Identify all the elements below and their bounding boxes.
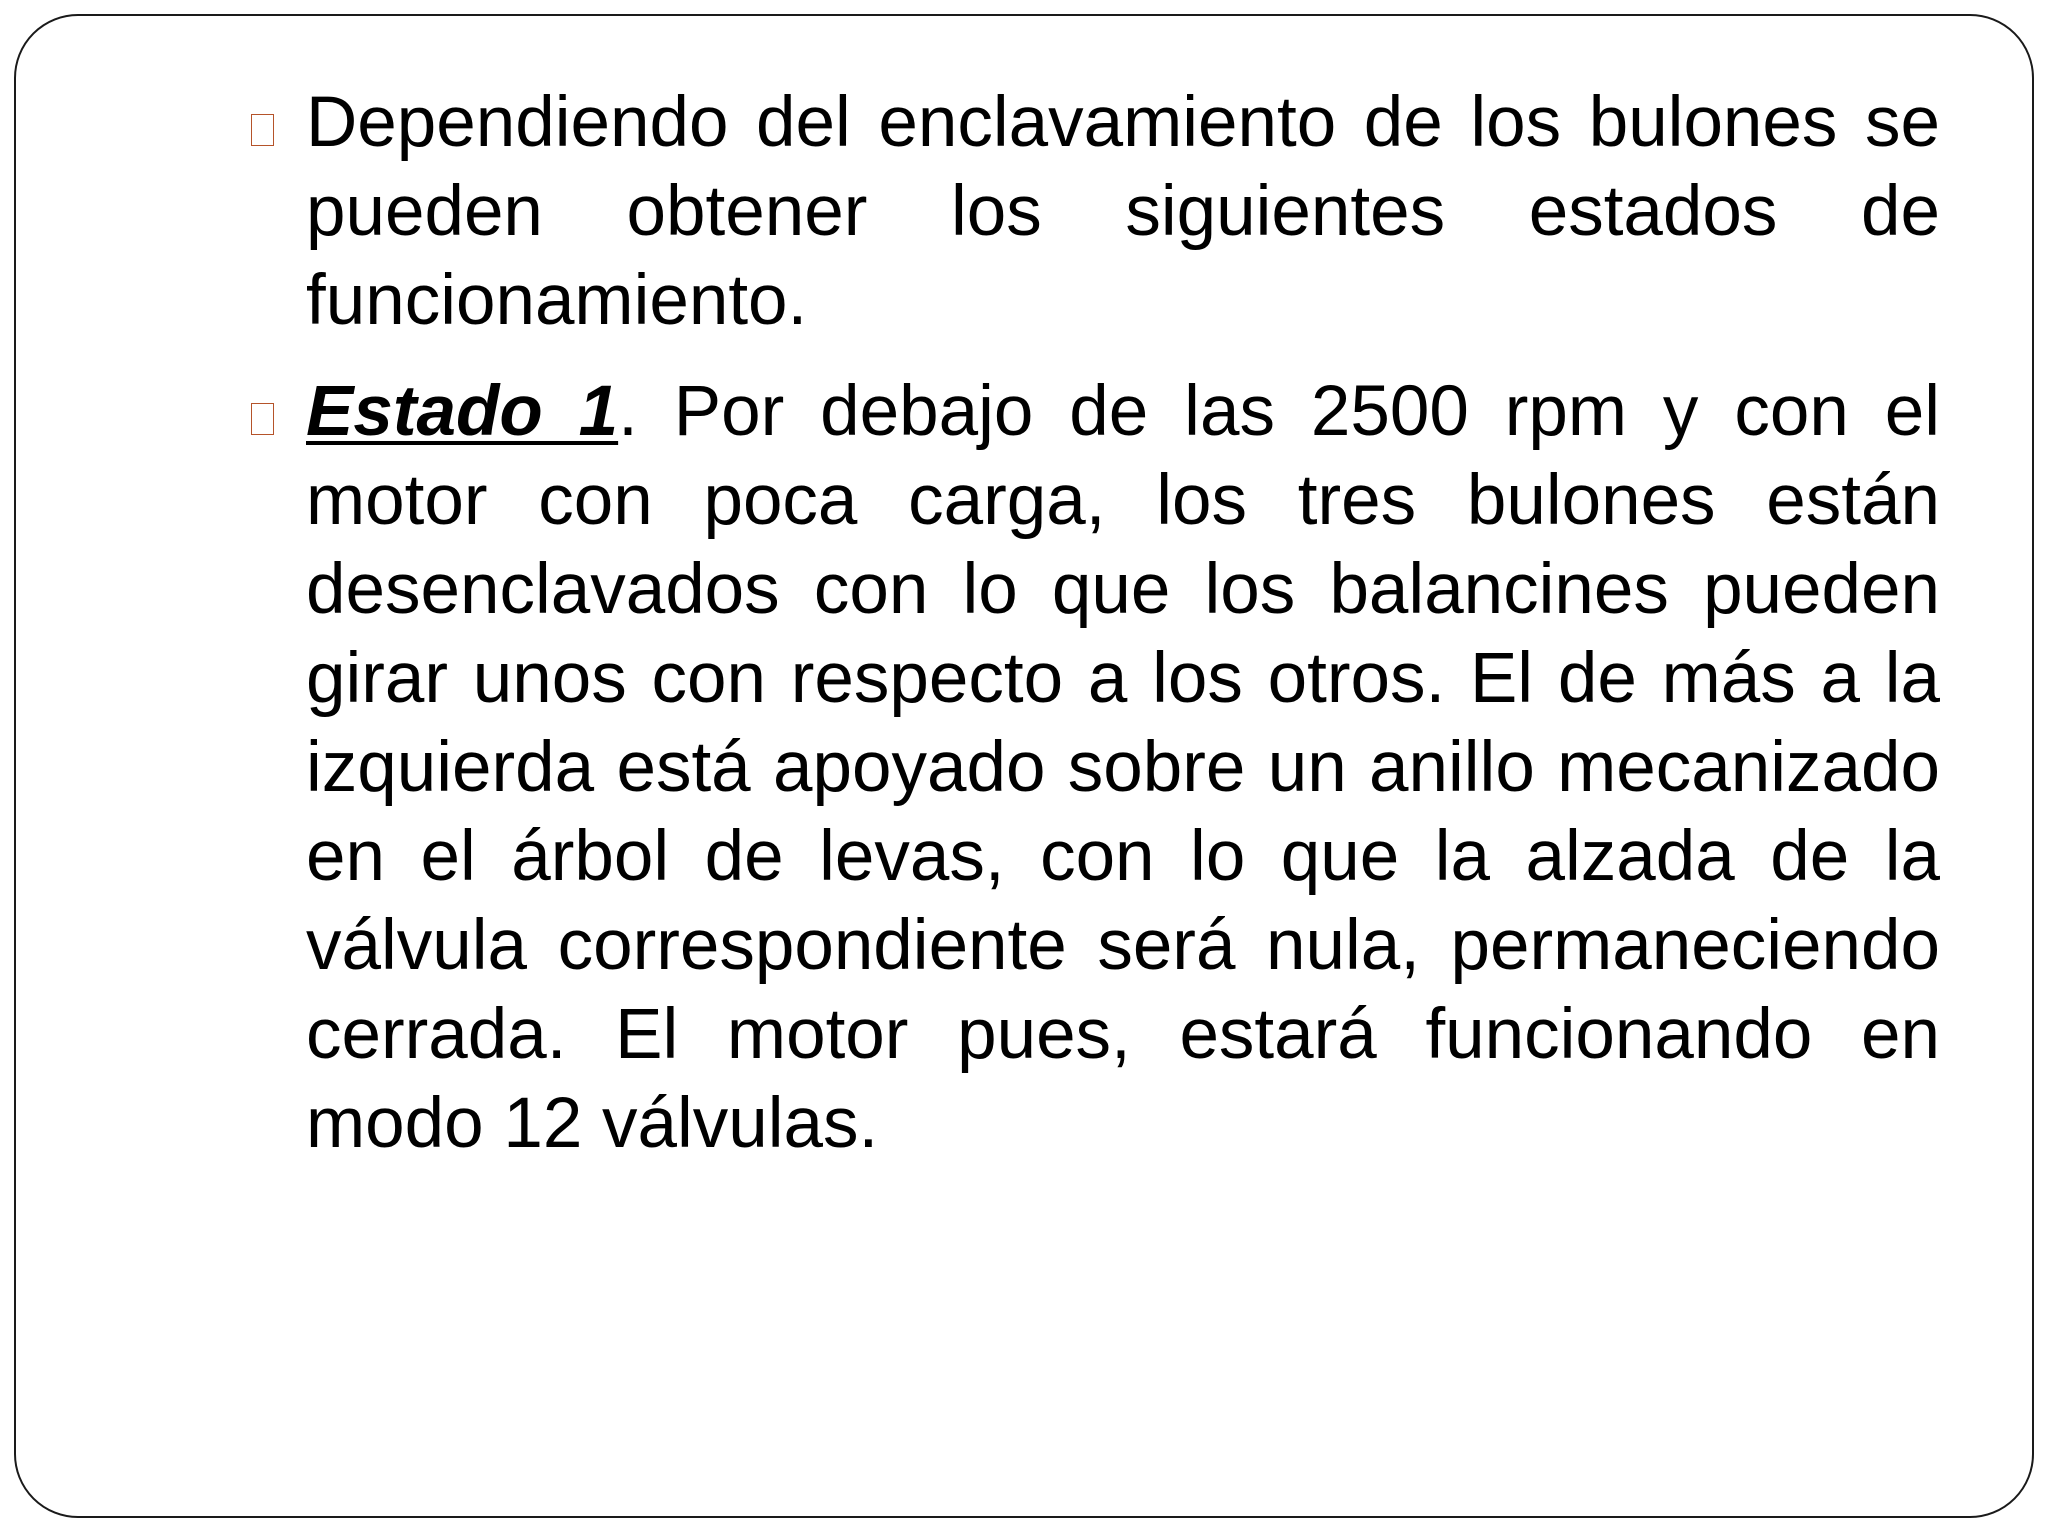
bullet-text	[306, 367, 1940, 1168]
slide-content	[248, 78, 1940, 1190]
bullet-square-icon	[251, 403, 274, 435]
bullet-item-estado-1	[248, 367, 1940, 1168]
bullet-text	[306, 78, 1940, 345]
intro-text: Dependiendo del enclavamiento de los bulones se pueden obtener los siguientes estados de funcionamiento.	[306, 83, 1940, 340]
bullet-item-intro	[248, 78, 1940, 345]
estado-1-term: Estado 1	[306, 372, 619, 451]
slide	[14, 14, 2034, 1518]
estado-1-text: . Por debajo de las 2500 rpm y con el motor con poca carga, los tres bulones están desenclavados con lo que los balancines pueden girar unos con respecto a los otros. El de más a la izquierda está apoyado sobre un anillo mecanizado en el árbol de levas, con lo que la alzada de la válvula correspondiente será nula, permaneciendo cerrada. El motor pues, estará funcionando en modo 12 válvulas.	[306, 372, 1940, 1163]
bullet-square-icon	[251, 114, 274, 146]
